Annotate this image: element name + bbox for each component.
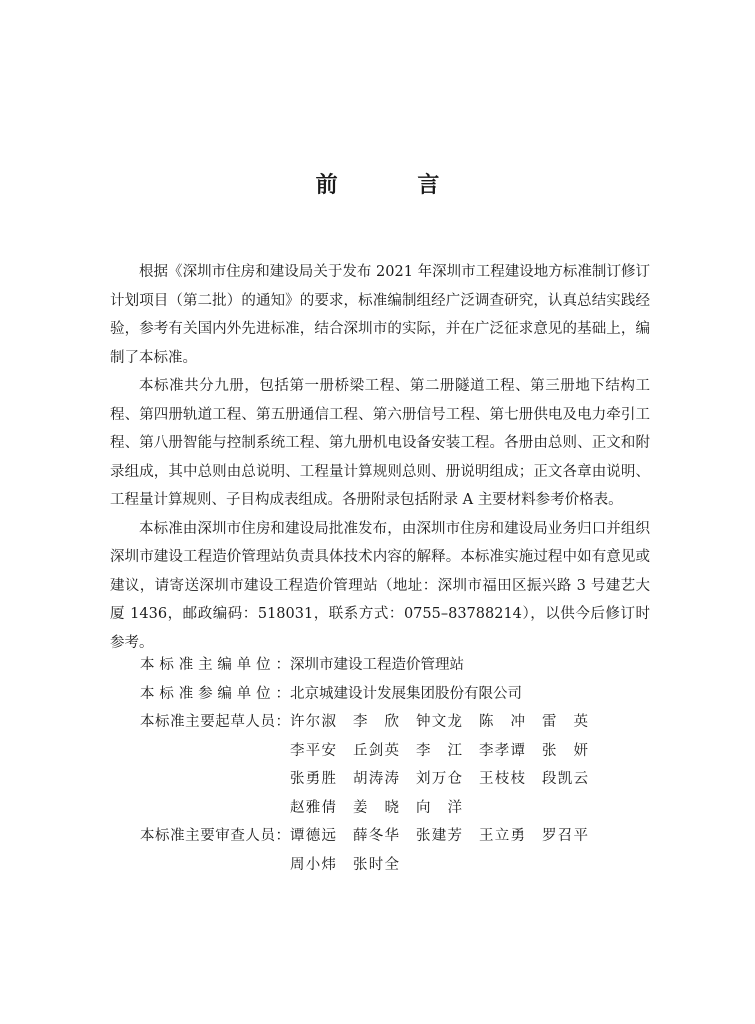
paragraph-2: 本标准共分九册，包括第一册桥梁工程、第二册隧道工程、第三册地下结构工程、第四册轨道工程、第五册通信工程、第六册信号工程、第七册供电及电力牵引工程、第八册智能与控制系统工程、第九册机电设备安装工程。各册由总则、正文和附录组成，其中总则由总说明、工程量计算规则总则、册说明组成；正文各章由说明、工程量计算规则、子目构成表组成。各册附录包括附录 A 主要材料参考价格表。: [110, 378, 650, 508]
person-name: 雷英: [542, 714, 588, 730]
person-name: 许尔淑: [290, 714, 336, 730]
person-name: 陈冲: [479, 714, 525, 730]
preface-body: [110, 258, 650, 657]
paragraph-1: 根据《深圳市住房和建设局关于发布 2021 年深圳市工程建设地方标准制订修订计划项目（第二批）的通知》的要求，标准编制组经广泛调查研究，认真总结实践经验，参考有关国内外先进标准，结合深圳市的实际，并在广泛征求意见的基础上，编制了本标准。: [110, 264, 650, 366]
person-name: 王立勇: [479, 828, 525, 844]
participating-unit-label: 本标准参编单位：: [140, 685, 290, 702]
person-name: 张建芳: [416, 828, 462, 844]
person-name: 赵雅倩: [290, 799, 336, 816]
person-name: 李孝谭: [479, 742, 525, 759]
person-name: 谭德远: [290, 828, 336, 844]
person-name: 胡涛涛: [353, 771, 399, 787]
person-name: 王枝枝: [479, 771, 525, 787]
paragraph-3: 本标准由深圳市住房和建设局批准发布，由深圳市住房和建设局业务归口并组织深圳市建设工程造价管理站负责具体技术内容的解释。本标准实施过程中如有意见或建议，请寄送深圳市建设工程造价管理站（地址：深圳市福田区振兴路 3 号建艺大厦 1436，邮政编码：518031，联系方式：0755–83788214），以供今后修订时参考。: [110, 520, 650, 651]
person-name: 丘剑英: [353, 742, 399, 759]
person-name: 张妍: [542, 742, 588, 759]
chief-unit-row: [140, 651, 660, 680]
reviewers-label: 本标准主要审查人员：: [140, 828, 290, 844]
person-name: 姜晓: [353, 799, 399, 816]
person-name: 刘万仓: [416, 771, 462, 787]
person-name: 向洋: [416, 799, 462, 816]
reviewers-row: [140, 822, 660, 879]
drafters-list: [290, 708, 660, 822]
person-name: 李江: [416, 742, 462, 759]
drafters-label: 本标准主要起草人员：: [140, 714, 290, 730]
person-name: 周小炜: [290, 856, 336, 873]
participating-unit-row: [140, 680, 660, 709]
chief-unit-value: 深圳市建设工程造价管理站: [290, 657, 464, 673]
person-name: 张勇胜: [290, 771, 336, 787]
person-name: 李欣: [353, 714, 399, 730]
chief-unit-label: 本标准主编单位：: [140, 657, 290, 673]
credits-block: [140, 651, 660, 879]
person-name: 张时全: [353, 856, 399, 873]
participating-unit-value: 北京城建设计发展集团股份有限公司: [290, 685, 522, 702]
person-name: 钟文龙: [416, 714, 462, 730]
person-name: 段凯云: [542, 771, 588, 787]
page-title: 前 言: [315, 173, 476, 198]
drafters-row: [140, 708, 660, 822]
person-name: 李平安: [290, 742, 336, 759]
reviewers-list: [290, 822, 660, 879]
person-name: 罗召平: [542, 828, 588, 844]
person-name: 薛冬华: [353, 828, 399, 844]
